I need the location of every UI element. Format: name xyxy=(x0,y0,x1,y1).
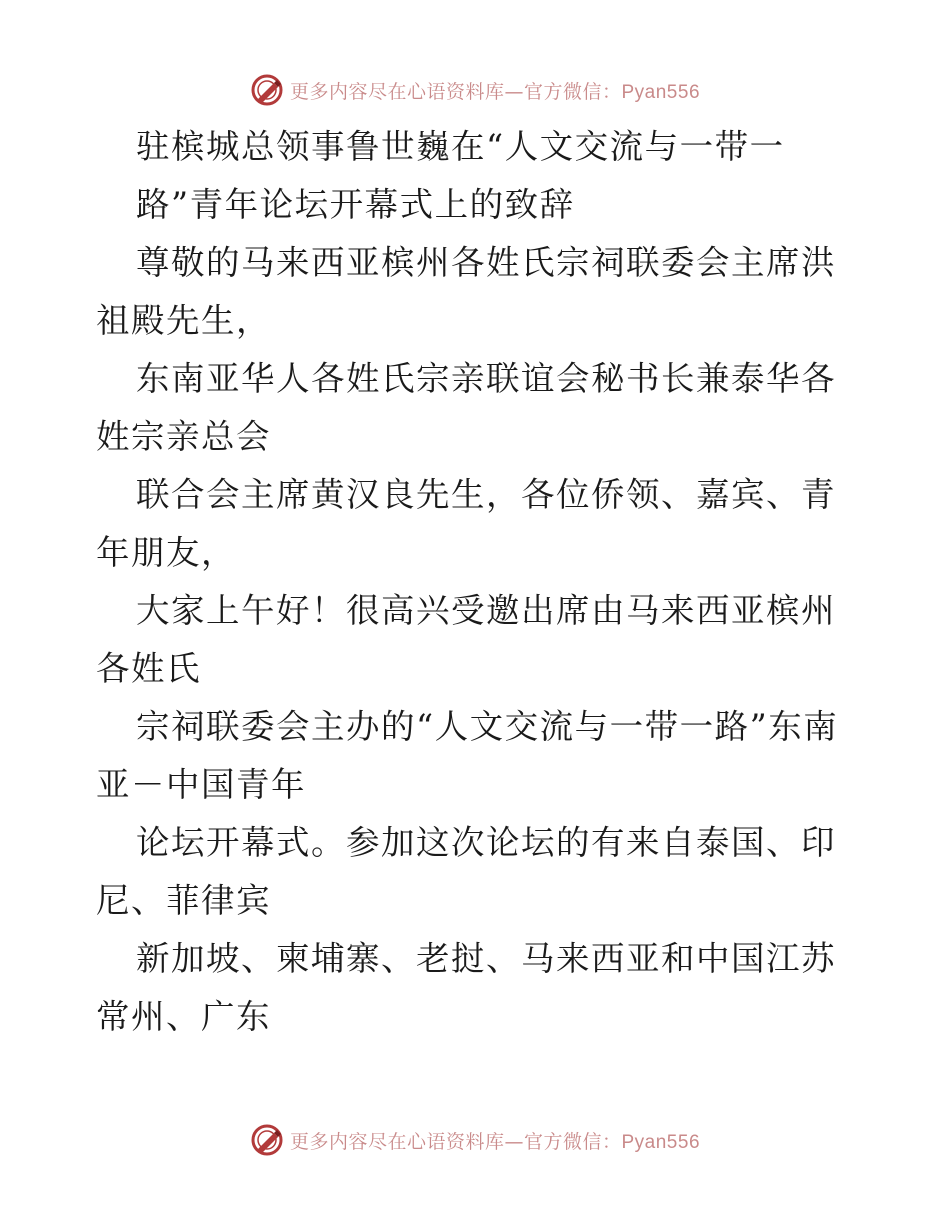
watermark-handle: Pyan556 xyxy=(621,1131,701,1153)
red-pen-circle-logo-icon xyxy=(250,1123,284,1157)
document-title-line-1: 驻槟城总领事鲁世巍在“人文交流与一带一 xyxy=(136,127,785,166)
watermark-handle: Pyan556 xyxy=(621,81,701,103)
header-watermark xyxy=(0,70,950,110)
paragraph-2: 东南亚华人各姓氏宗亲联谊会秘书长兼泰华各姓宗亲总会 xyxy=(96,359,836,456)
paragraph-6: 论坛开幕式。参加这次论坛的有来自泰国、印尼、菲律宾 xyxy=(96,823,836,920)
red-pen-circle-logo-icon xyxy=(250,73,284,107)
paragraph-7: 新加坡、柬埔寨、老挝、马来西亚和中国江苏常州、广东 xyxy=(96,939,836,1036)
paragraph-4: 大家上午好！很高兴受邀出席由马来西亚槟州各姓氏 xyxy=(96,591,836,688)
paragraph-1: 尊敬的马来西亚槟州各姓氏宗祠联委会主席洪祖殿先生， xyxy=(96,243,836,340)
paragraph-3: 联合会主席黄汉良先生，各位侨领、嘉宾、青年朋友， xyxy=(96,475,836,572)
document-body xyxy=(96,118,856,1046)
watermark-text: 更多内容尽在心语资料库—官方微信：Pyan556 xyxy=(289,80,701,103)
watermark-text: 更多内容尽在心语资料库—官方微信：Pyan556 xyxy=(289,1130,701,1153)
paragraph-5: 宗祠联委会主办的“人文交流与一带一路”东南亚－中国青年 xyxy=(96,707,839,804)
document-title-line-2: 路”青年论坛开幕式上的致辞 xyxy=(136,185,575,224)
footer-watermark xyxy=(0,1120,950,1160)
